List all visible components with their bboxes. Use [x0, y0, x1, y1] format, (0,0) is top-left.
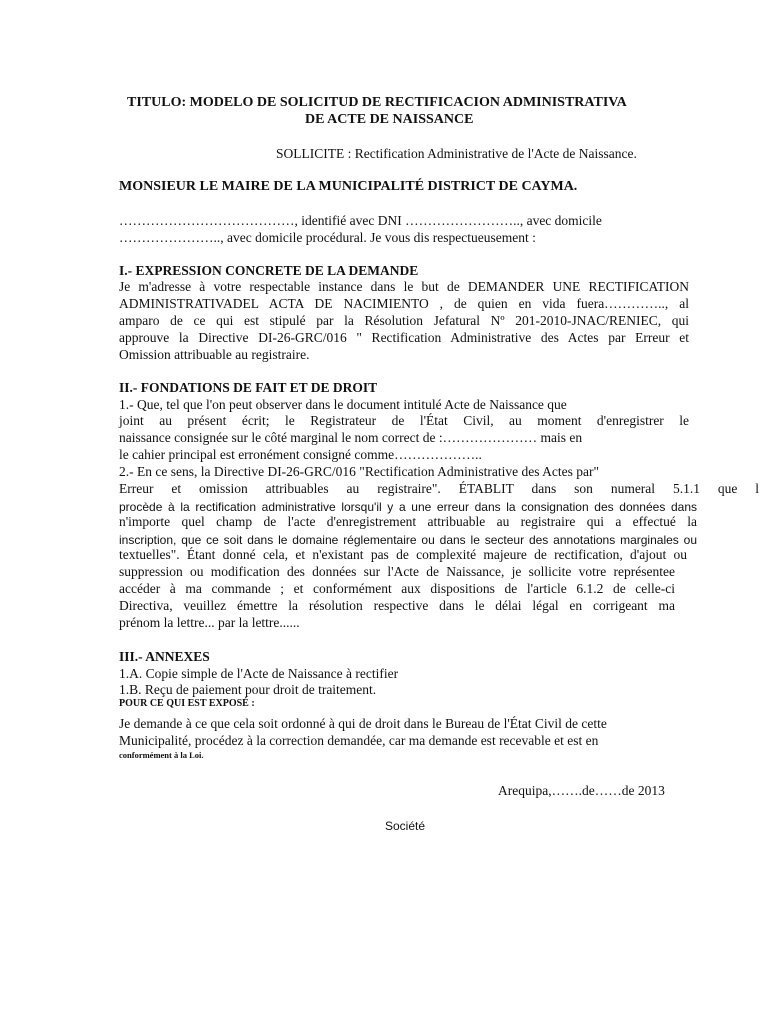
closing-line: Municipalité, procédez à la correction demandée, car ma demande est recevable et est en [119, 733, 599, 748]
section-2-line: accéder à ma commande ; et conformément aux dispositions de l'article 6.1.2 de celle-ci [119, 581, 675, 596]
section-1-line: Omission attribuable au registraire. [119, 347, 310, 362]
section-2-line: suppression ou modification des données sur l'Acte de Naissance, je sollicite votre représentee [119, 564, 675, 579]
title-line-1: TITULO: MODELO DE SOLICITUD DE RECTIFICACION ADMINISTRATIVA [127, 95, 627, 110]
signature-label: Société [385, 819, 426, 833]
closing-line: Je demande à ce que cela soit ordonné à qui de droit dans le Bureau de l'État Civil de cette [119, 716, 607, 731]
date-line: Arequipa,…….de……de 2013 [498, 783, 665, 798]
pour-heading: POUR CE QUI EST EXPOSÉ : [119, 698, 255, 709]
sollicite-line: SOLLICITE : Rectification Administrative de l'Acte de Naissance. [276, 146, 637, 161]
section-2-line: procède à la rectification administrative lorsqu'il y a une erreur dans la consignation des données dans [119, 500, 697, 514]
section-2-line: 1.- Que, tel que l'on peut observer dans le document intitulé Acte de Naissance que [119, 397, 567, 412]
section-1-line: approuve la Directive DI-26-GRC/016 " Rectification Administrative des Actes par Erreur et [119, 330, 689, 345]
section-3-line: 1.A. Copie simple de l'Acte de Naissance à rectifier [119, 666, 399, 681]
section-2-line: inscription, que ce soit dans le domaine réglementaire ou dans le secteur des annotations marginales ou [119, 533, 697, 547]
section-2-line: n'importe quel champ de l'acte d'enregistrement attribuable au registraire qui a effectué la [119, 514, 697, 529]
section-1-heading: I.- EXPRESSION CONCRETE DE LA DEMANDE [119, 263, 419, 278]
addressee: MONSIEUR LE MAIRE DE LA MUNICIPALITÉ DISTRICT DE CAYMA. [119, 179, 578, 194]
section-2-line: 2.- En ce sens, la Directive DI-26-GRC/016 "Rectification Administrative des Actes par" [119, 464, 600, 479]
section-2-line: naissance consignée sur le côté marginal le nom correct de :………………… mais en [119, 430, 583, 445]
intro-line-2: ………………….., avec domicile procédural. Je vous dis respectueusement : [119, 230, 536, 245]
section-1-line: Je m'adresse à votre respectable instance dans le but de DEMANDER UNE RECTIFICATION [119, 279, 689, 294]
section-2-line: prénom la lettre... par la lettre...... [119, 615, 300, 630]
section-2-line: textuelles". Étant donné cela, et n'existant pas de complexité majeure de rectification, d'ajout ou [119, 547, 687, 562]
section-2-line: joint au présent écrit; le Registrateur de l'État Civil, au moment d'enregistrer le [119, 413, 689, 428]
section-3-heading: III.- ANNEXES [119, 649, 210, 664]
section-1-line: ADMINISTRATIVADEL ACTA DE NACIMIENTO , de quien en vida fuera………….., al [119, 296, 689, 311]
section-1-line: amparo de ce qui est stipulé par la Résolution Jefatural Nº 201-2010-JNAC/RENIEC, qui [119, 313, 689, 328]
section-2-heading: II.- FONDATIONS DE FAIT ET DE DROIT [119, 380, 378, 395]
title-line-2: DE ACTE DE NAISSANCE [305, 112, 474, 127]
intro-line-1: …………………………………, identifié avec DNI …………………….., avec domicile [119, 213, 602, 228]
section-3-line: 1.B. Reçu de paiement pour droit de traitement. [119, 682, 377, 697]
section-2-line: Erreur et omission attribuables au registraire". ÉTABLIT dans son numeral 5.1.1 que l [119, 481, 759, 496]
closing-line: conformément à la Loi. [119, 750, 204, 760]
section-2-line: le cahier principal est erronément consigné comme……………….. [119, 447, 482, 462]
section-2-line: Directiva, veuillez émettre la résolution respective dans le délai légal en corrigeant ma [119, 598, 675, 613]
